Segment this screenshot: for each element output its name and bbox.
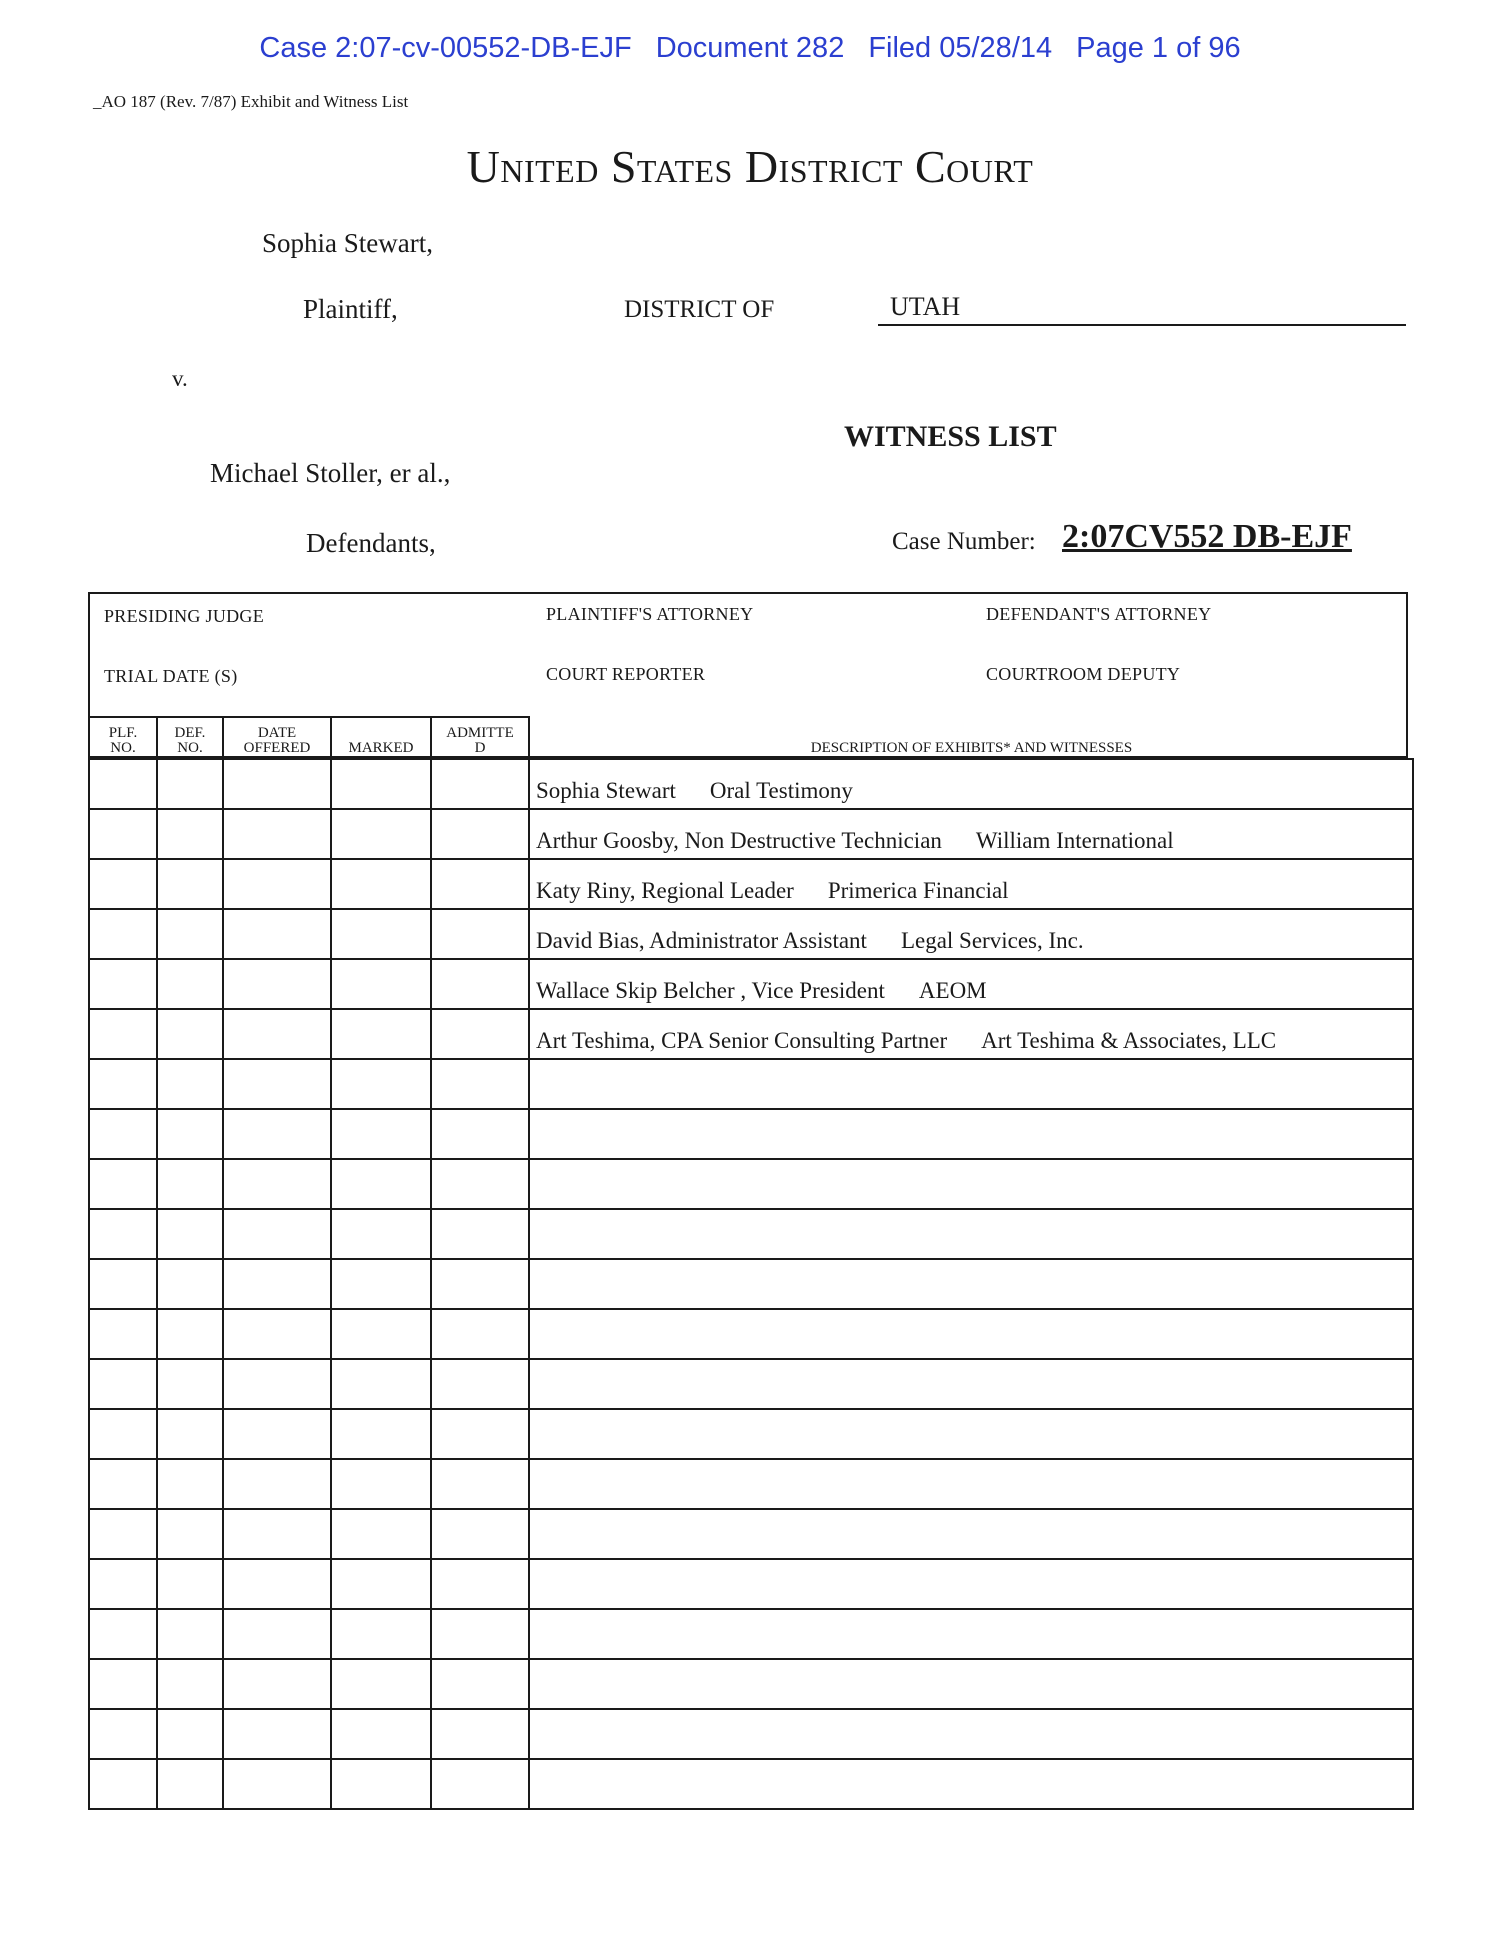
- date-offered-cell: [223, 1659, 331, 1709]
- table-row: [89, 1709, 1413, 1759]
- description-cell: [529, 1509, 1413, 1559]
- table-header-row: [89, 717, 1413, 759]
- court-title: United States District Court: [466, 141, 1034, 192]
- marked-cell: [331, 1109, 431, 1159]
- date-offered-cell: [223, 1709, 331, 1759]
- witness-name: Arthur Goosby, Non Destructive Technician: [536, 828, 942, 853]
- date-offered-cell: [223, 959, 331, 1009]
- admitted-cell: [431, 1459, 529, 1509]
- date-offered-cell: [223, 1159, 331, 1209]
- filing-stamp-header: [0, 32, 1500, 65]
- date-offered-cell: [223, 1359, 331, 1409]
- admitted-cell: [431, 859, 529, 909]
- table-row: [89, 1509, 1413, 1559]
- admitted-cell: [431, 1009, 529, 1059]
- date-offered-cell: [223, 809, 331, 859]
- def-no-cell: [157, 1509, 223, 1559]
- description-cell: [529, 1159, 1413, 1209]
- def-no-cell: [157, 809, 223, 859]
- witness-name: David Bias, Administrator Assistant: [536, 928, 867, 953]
- description-cell: [529, 1759, 1413, 1809]
- trial-dates-label: TRIAL DATE (S): [104, 666, 238, 686]
- plf-no-cell: [89, 1709, 157, 1759]
- witness-name: Sophia Stewart: [536, 778, 676, 803]
- marked-cell: [331, 1759, 431, 1809]
- marked-cell: [331, 1509, 431, 1559]
- admitted-cell: [431, 909, 529, 959]
- admitted-cell: [431, 959, 529, 1009]
- table-row: [89, 809, 1413, 859]
- admitted-cell: [431, 1059, 529, 1109]
- description-cell: [529, 1309, 1413, 1359]
- admitted-cell: [431, 1159, 529, 1209]
- def-no-cell: [157, 959, 223, 1009]
- plf-no-cell: [89, 809, 157, 859]
- date-offered-cell: [223, 1459, 331, 1509]
- def-no-cell: [157, 909, 223, 959]
- header-description: DESCRIPTION OF EXHIBITS* AND WITNESSES: [529, 717, 1413, 759]
- date-offered-cell: [223, 1509, 331, 1559]
- marked-cell: [331, 1409, 431, 1459]
- court-reporter-label: COURT REPORTER: [546, 664, 706, 684]
- header-marked: MARKED: [331, 717, 431, 759]
- date-offered-cell: [223, 759, 331, 809]
- plf-no-cell: [89, 1309, 157, 1359]
- def-no-cell: [157, 1309, 223, 1359]
- plf-no-cell: [89, 909, 157, 959]
- plf-no-cell: [89, 959, 157, 1009]
- presiding-judge-label: PRESIDING JUDGE: [104, 606, 265, 626]
- table-row: [89, 1759, 1413, 1809]
- defendant-role: Defendants,: [306, 528, 436, 558]
- def-no-cell: [157, 1209, 223, 1259]
- witness-list-title: WITNESS LIST: [844, 420, 1057, 453]
- description-cell: [529, 1059, 1413, 1109]
- witness-name: Katy Riny, Regional Leader: [536, 878, 794, 903]
- table-row: [89, 1609, 1413, 1659]
- plf-no-cell: [89, 1109, 157, 1159]
- def-no-cell: [157, 859, 223, 909]
- admitted-cell: [431, 1359, 529, 1409]
- marked-cell: [331, 859, 431, 909]
- date-offered-cell: [223, 1559, 331, 1609]
- witness-name: Wallace Skip Belcher , Vice President: [536, 978, 885, 1003]
- description-cell: [529, 1009, 1413, 1059]
- admitted-cell: [431, 1559, 529, 1609]
- plf-no-cell: [89, 1259, 157, 1309]
- description-cell: [529, 1209, 1413, 1259]
- date-offered-cell: [223, 1609, 331, 1659]
- admitted-cell: [431, 1209, 529, 1259]
- case-number-label: Case Number:: [892, 528, 1036, 555]
- marked-cell: [331, 1159, 431, 1209]
- description-cell: [529, 959, 1413, 1009]
- def-no-cell: [157, 1759, 223, 1809]
- description-cell: [529, 1359, 1413, 1409]
- district-value: UTAH: [878, 292, 1406, 326]
- plf-no-cell: [89, 1409, 157, 1459]
- marked-cell: [331, 909, 431, 959]
- marked-cell: [331, 1709, 431, 1759]
- plaintiffs-attorney-label: PLAINTIFF'S ATTORNEY: [546, 604, 754, 624]
- marked-cell: [331, 1659, 431, 1709]
- def-no-cell: [157, 1409, 223, 1459]
- date-offered-cell: [223, 1059, 331, 1109]
- defendant-name: Michael Stoller, er al.,: [210, 458, 451, 488]
- def-no-cell: [157, 1009, 223, 1059]
- witness-affiliation: Legal Services, Inc.: [900, 928, 1084, 953]
- table-row: [89, 1459, 1413, 1509]
- date-offered-cell: [223, 859, 331, 909]
- description-cell: [529, 1559, 1413, 1609]
- table-row: [89, 1159, 1413, 1209]
- witness-affiliation: AEOM: [918, 978, 987, 1003]
- def-no-cell: [157, 1659, 223, 1709]
- def-no-cell: [157, 1059, 223, 1109]
- plf-no-cell: [89, 1659, 157, 1709]
- date-offered-cell: [223, 1259, 331, 1309]
- description-cell: [529, 1659, 1413, 1709]
- table-row: [89, 959, 1413, 1009]
- table-row: [89, 909, 1413, 959]
- table-row: [89, 1209, 1413, 1259]
- witness-affiliation: Primerica Financial: [827, 878, 1009, 903]
- admitted-cell: [431, 1409, 529, 1459]
- header-admitted: ADMITTE D: [431, 717, 529, 759]
- def-no-cell: [157, 1709, 223, 1759]
- table-row: [89, 1559, 1413, 1609]
- plf-no-cell: [89, 1509, 157, 1559]
- marked-cell: [331, 1059, 431, 1109]
- admitted-cell: [431, 1659, 529, 1709]
- courtroom-deputy-label: COURTROOM DEPUTY: [986, 664, 1181, 684]
- description-cell: [529, 1409, 1413, 1459]
- def-no-cell: [157, 1359, 223, 1409]
- plf-no-cell: [89, 1359, 157, 1409]
- admitted-cell: [431, 1309, 529, 1359]
- description-cell: [529, 1259, 1413, 1309]
- plf-no-cell: [89, 859, 157, 909]
- witness-name: Art Teshima, CPA Senior Consulting Partner: [536, 1028, 948, 1053]
- stamp-page: Page 1 of 96: [1076, 32, 1241, 64]
- case-number-value: 2:07CV552 DB-EJF: [1062, 518, 1352, 555]
- admitted-cell: [431, 1759, 529, 1809]
- admitted-cell: [431, 759, 529, 809]
- table-row: [89, 1409, 1413, 1459]
- header-plf-no: PLF. NO.: [89, 717, 157, 759]
- marked-cell: [331, 809, 431, 859]
- table-row: [89, 859, 1413, 909]
- plf-no-cell: [89, 759, 157, 809]
- description-cell: [529, 759, 1413, 809]
- def-no-cell: [157, 759, 223, 809]
- header-def-no: DEF. NO.: [157, 717, 223, 759]
- description-cell: [529, 1609, 1413, 1659]
- description-cell: [529, 909, 1413, 959]
- admitted-cell: [431, 1259, 529, 1309]
- plaintiff-role: Plaintiff,: [303, 294, 398, 324]
- marked-cell: [331, 1459, 431, 1509]
- table-row: [89, 1109, 1413, 1159]
- header-date-offered: DATE OFFERED: [223, 717, 331, 759]
- marked-cell: [331, 1259, 431, 1309]
- date-offered-cell: [223, 1309, 331, 1359]
- date-offered-cell: [223, 1209, 331, 1259]
- date-offered-cell: [223, 1409, 331, 1459]
- marked-cell: [331, 1309, 431, 1359]
- admitted-cell: [431, 1609, 529, 1659]
- table-row: [89, 1359, 1413, 1409]
- marked-cell: [331, 1009, 431, 1059]
- stamp-document: Document 282: [655, 32, 845, 64]
- plf-no-cell: [89, 1059, 157, 1109]
- plf-no-cell: [89, 1459, 157, 1509]
- description-cell: [529, 1459, 1413, 1509]
- plf-no-cell: [89, 1209, 157, 1259]
- witness-affiliation: William International: [975, 828, 1174, 853]
- description-cell: [529, 859, 1413, 909]
- plf-no-cell: [89, 1759, 157, 1809]
- table-row: [89, 1059, 1413, 1109]
- marked-cell: [331, 1559, 431, 1609]
- plf-no-cell: [89, 1609, 157, 1659]
- witness-affiliation: Art Teshima & Associates, LLC: [981, 1028, 1277, 1053]
- date-offered-cell: [223, 1009, 331, 1059]
- admitted-cell: [431, 809, 529, 859]
- table-row: [89, 1659, 1413, 1709]
- def-no-cell: [157, 1559, 223, 1609]
- plaintiff-name: Sophia Stewart,: [262, 228, 433, 258]
- date-offered-cell: [223, 1759, 331, 1809]
- marked-cell: [331, 1209, 431, 1259]
- form-identifier: _AO 187 (Rev. 7/87) Exhibit and Witness List: [93, 92, 409, 111]
- def-no-cell: [157, 1159, 223, 1209]
- admitted-cell: [431, 1509, 529, 1559]
- witness-affiliation: Oral Testimony: [709, 778, 853, 803]
- stamp-filed: Filed 05/28/14: [868, 32, 1053, 64]
- plf-no-cell: [89, 1559, 157, 1609]
- table-row: [89, 1009, 1413, 1059]
- date-offered-cell: [223, 1109, 331, 1159]
- def-no-cell: [157, 1259, 223, 1309]
- description-cell: [529, 1709, 1413, 1759]
- marked-cell: [331, 1359, 431, 1409]
- description-cell: [529, 1109, 1413, 1159]
- def-no-cell: [157, 1109, 223, 1159]
- def-no-cell: [157, 1459, 223, 1509]
- plf-no-cell: [89, 1009, 157, 1059]
- table-row: [89, 1309, 1413, 1359]
- admitted-cell: [431, 1709, 529, 1759]
- description-cell: [529, 809, 1413, 859]
- witness-table: [88, 716, 1414, 1810]
- marked-cell: [331, 759, 431, 809]
- defendants-attorney-label: DEFENDANT'S ATTORNEY: [986, 604, 1212, 624]
- table-row: [89, 759, 1413, 809]
- date-offered-cell: [223, 909, 331, 959]
- admitted-cell: [431, 1109, 529, 1159]
- stamp-case: Case 2:07-cv-00552-DB-EJF: [259, 32, 632, 64]
- versus-label: v.: [172, 366, 188, 391]
- district-label: DISTRICT OF: [624, 296, 775, 323]
- marked-cell: [331, 1609, 431, 1659]
- plf-no-cell: [89, 1159, 157, 1209]
- def-no-cell: [157, 1609, 223, 1659]
- table-row: [89, 1259, 1413, 1309]
- marked-cell: [331, 959, 431, 1009]
